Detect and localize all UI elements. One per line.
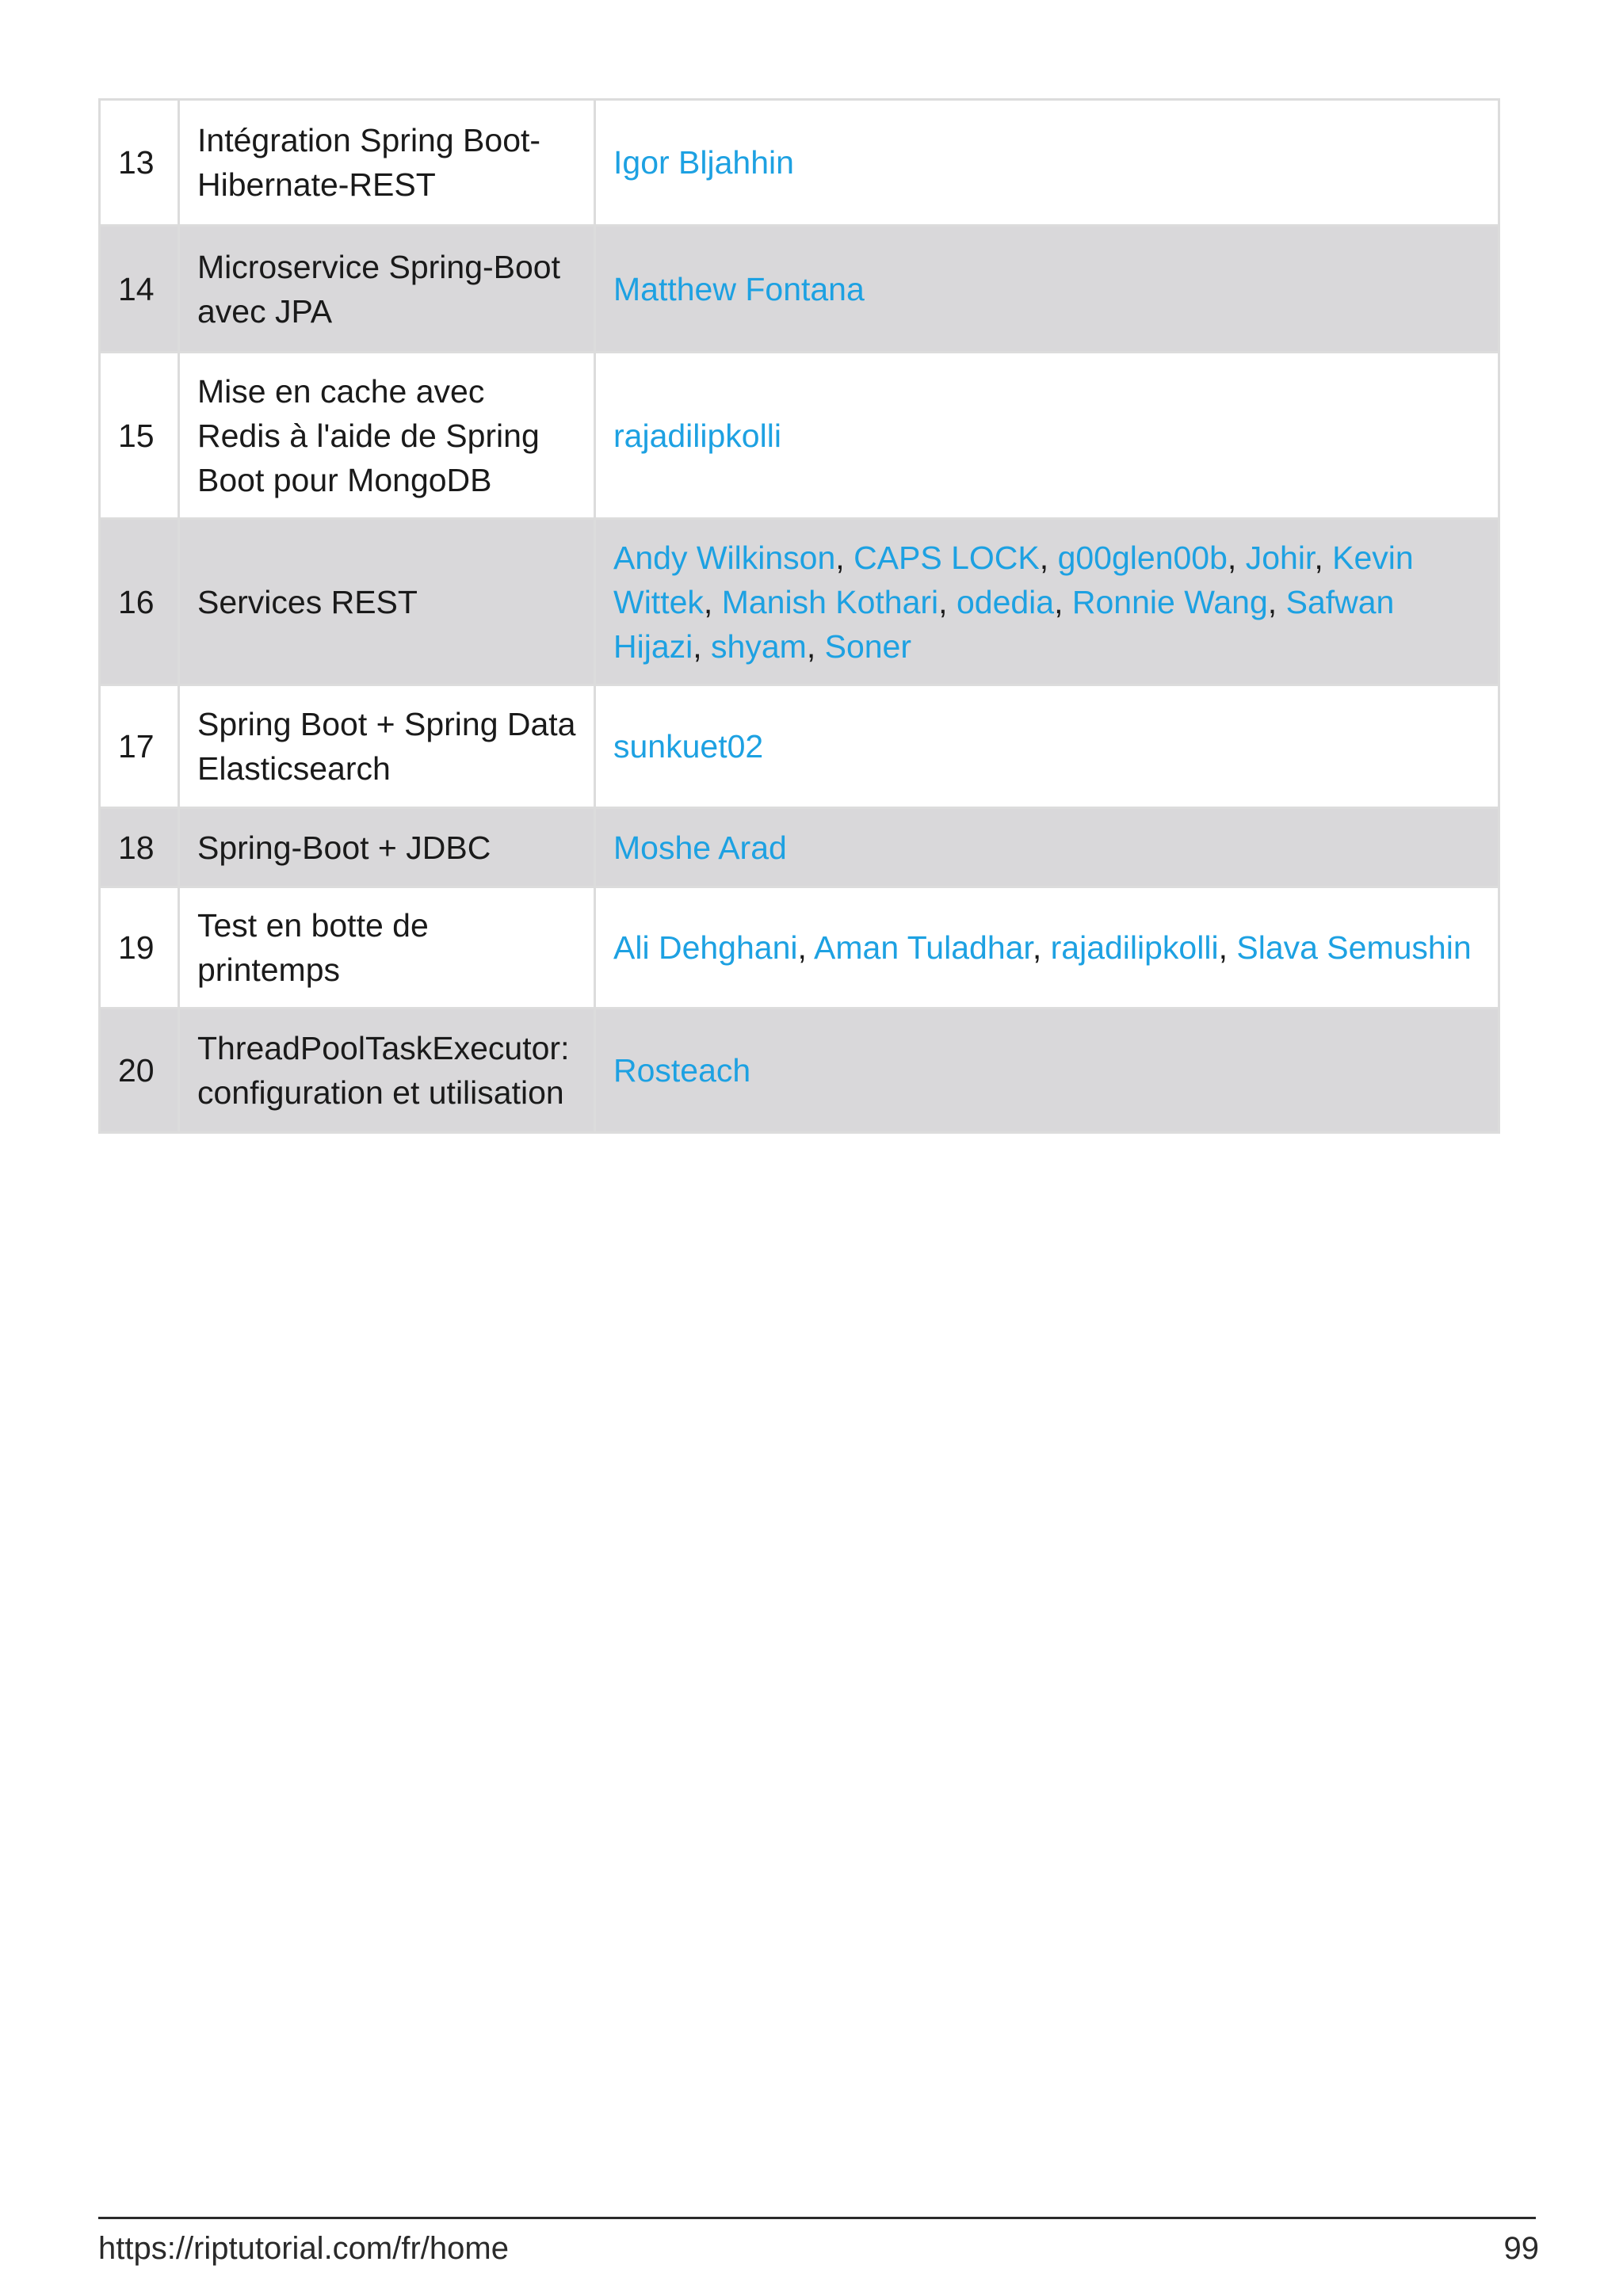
contributor-separator: , xyxy=(1314,539,1333,576)
table-row xyxy=(100,685,1499,808)
contributor-separator: , xyxy=(938,583,957,620)
row-topic: Microservice Spring-Boot avec JPA xyxy=(179,226,595,353)
row-contributors xyxy=(595,226,1499,353)
row-contributors xyxy=(595,353,1499,519)
contributor-link[interactable]: Rosteach xyxy=(613,1052,751,1089)
row-number: 13 xyxy=(100,100,179,226)
contributor-link[interactable]: Kevin Wittek xyxy=(613,539,1414,620)
contributor-separator: , xyxy=(1054,583,1072,620)
row-contributors xyxy=(595,1009,1499,1133)
contributor-separator: , xyxy=(1267,583,1286,620)
row-contributors xyxy=(595,808,1499,887)
contributor-link[interactable]: g00glen00b xyxy=(1057,539,1228,576)
contributor-link[interactable]: odedia xyxy=(956,583,1055,620)
contributor-separator: , xyxy=(835,539,854,576)
row-topic: Mise en cache avec Redis à l'aide de Spring Boot pour MongoDB xyxy=(179,353,595,519)
row-number: 16 xyxy=(100,519,179,685)
contributor-separator: , xyxy=(1039,539,1058,576)
footer-url: https://riptutorial.com/fr/home xyxy=(98,2231,509,2266)
contributor-link[interactable]: Ali Dehghani xyxy=(613,929,798,966)
contributor-link[interactable]: Ronnie Wang xyxy=(1071,583,1268,620)
contributor-link[interactable]: Johir xyxy=(1245,539,1315,576)
row-number: 17 xyxy=(100,685,179,808)
contributor-separator: , xyxy=(703,583,722,620)
credits-table-body xyxy=(100,100,1499,1133)
row-contributors xyxy=(595,685,1499,808)
contributor-separator: , xyxy=(1227,539,1246,576)
contributor-link[interactable]: Manish Kothari xyxy=(721,583,939,620)
contributor-link[interactable]: CAPS LOCK xyxy=(854,539,1040,576)
contributor-link[interactable]: Slava Semushin xyxy=(1236,929,1472,966)
credits-table xyxy=(98,98,1500,1134)
row-topic: Spring Boot + Spring Data Elasticsearch xyxy=(179,685,595,808)
contributor-separator: , xyxy=(797,929,815,966)
row-topic: Spring-Boot + JDBC xyxy=(179,808,595,887)
contributor-link[interactable]: Andy Wilkinson xyxy=(613,539,836,576)
table-row xyxy=(100,100,1499,226)
table-row xyxy=(100,519,1499,685)
contributor-link[interactable]: rajadilipkolli xyxy=(1050,929,1219,966)
table-row xyxy=(100,887,1499,1009)
contributor-separator: , xyxy=(1032,929,1051,966)
contributor-separator: , xyxy=(806,627,825,665)
row-number: 20 xyxy=(100,1009,179,1133)
contributor-link[interactable]: Aman Tuladhar xyxy=(814,929,1033,966)
row-number: 18 xyxy=(100,808,179,887)
table-row xyxy=(100,353,1499,519)
row-topic: ThreadPoolTaskExecutor: configuration et utilisation xyxy=(179,1009,595,1133)
contributor-link[interactable]: sunkuet02 xyxy=(613,728,764,765)
contributor-link[interactable]: Moshe Arad xyxy=(613,829,787,866)
row-contributors xyxy=(595,519,1499,685)
row-topic: Test en botte de printemps xyxy=(179,887,595,1009)
table-row xyxy=(100,1009,1499,1133)
table-row xyxy=(100,808,1499,887)
contributor-link[interactable]: shyam xyxy=(711,627,807,665)
row-number: 15 xyxy=(100,353,179,519)
contributor-link[interactable]: Safwan Hijazi xyxy=(613,583,1395,665)
contributor-link[interactable]: Matthew Fontana xyxy=(613,270,865,307)
row-topic: Intégration Spring Boot-Hibernate-REST xyxy=(179,100,595,226)
row-contributors xyxy=(595,887,1499,1009)
contributor-link[interactable]: Igor Bljahhin xyxy=(613,144,794,181)
contributor-link[interactable]: rajadilipkolli xyxy=(613,417,781,454)
contributor-separator: , xyxy=(693,627,712,665)
contributor-separator: , xyxy=(1218,929,1237,966)
row-contributors xyxy=(595,100,1499,226)
table-row xyxy=(100,226,1499,353)
row-number: 19 xyxy=(100,887,179,1009)
row-topic: Services REST xyxy=(179,519,595,685)
footer-divider xyxy=(98,2217,1536,2219)
page-number: 99 xyxy=(1503,2231,1539,2266)
row-number: 14 xyxy=(100,226,179,353)
contributor-link[interactable]: Soner xyxy=(824,627,912,665)
